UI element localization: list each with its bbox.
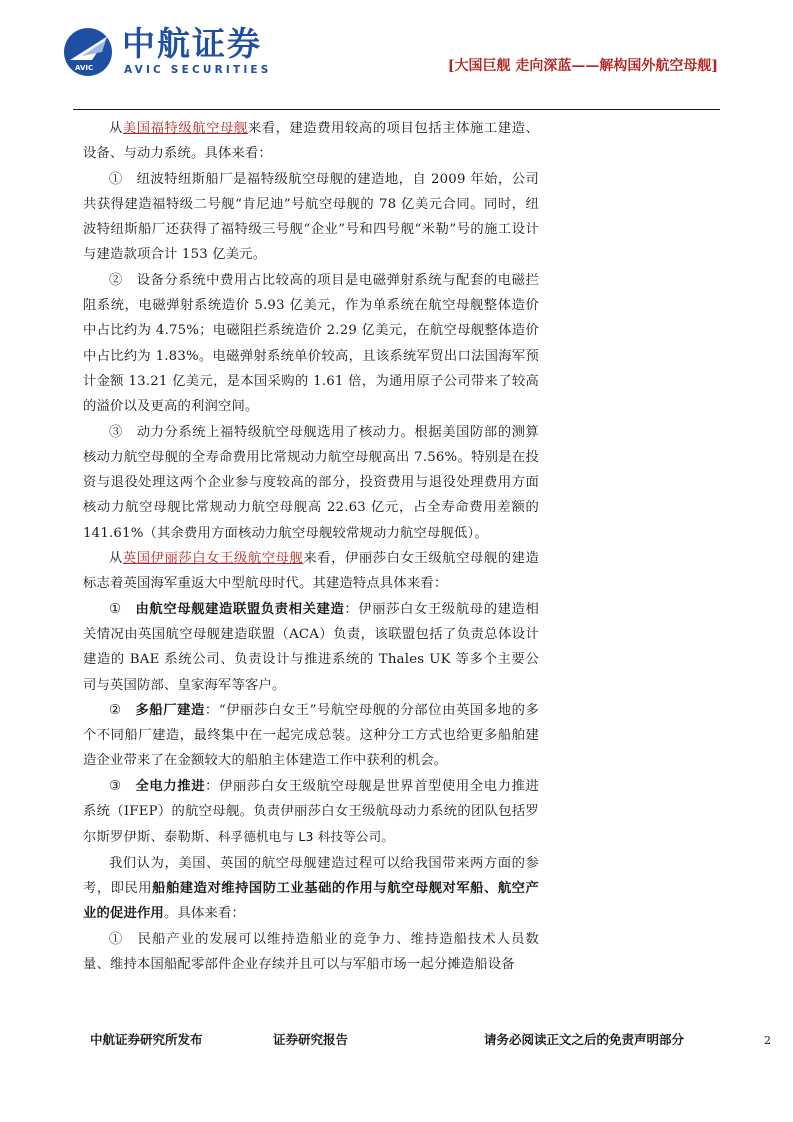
logo-chinese-name: 中航证券 — [122, 24, 262, 63]
logo-badge-text: AVIC — [75, 64, 94, 72]
paragraph-equipment-systems: ② 设备分系统中费用占比较高的项目是电磁弹射系统与配套的电磁拦阻系统，电磁弹射系统造价 5.93 亿美元，作为单系统在航空母舰整体造价中占比约为 4.75%；电磁阻拦系统造价 2.29 亿美元，在航空母舰整体造价中占比约为 1.83%。电磁弹射系统单价较高，且该系统军贸出口法国海军预计金额 13.21 亿美元，是本国采购的 1.61 倍，为通用原子公司带来了较高的溢价以及更高的利润空间。 — [83, 272, 539, 415]
item-heading: 多船厂建造 — [135, 702, 205, 718]
text-segment: 我们认为，美国、英国的航空母舰建造过程可以给我国带来两方面的参考，即民用 — [83, 855, 539, 896]
text-segment: 来看，建造费用较高的项目包括主体施工建造、设备、与动力系统。具体来看： — [83, 121, 539, 162]
report-title-tag: [大国巨舰 走向深蓝——解构国外航空母舰] — [447, 58, 718, 74]
avic-logo-icon — [62, 26, 114, 78]
paragraph-our-view — [83, 851, 539, 927]
page-number: 2 — [764, 1034, 771, 1047]
paragraph-electric-propulsion — [83, 774, 539, 851]
paragraph-us-intro — [83, 116, 539, 167]
paragraph-uk-intro — [83, 546, 539, 597]
text-segment: ：伊丽莎白女王级航母的建造相关情况由英国航空母舰建造联盟（ACA）负责，该联盟包括了负责总体设计建造的 BAE 系统公司、负责设计与推进系统的 Thales UK 等多个主要公司与英国防部、皇家海军等客户。 — [83, 601, 539, 693]
text-segment: 从 — [109, 551, 123, 567]
text-segment: ：伊丽莎白女王级航空母舰是世界首型使用全电力推进系统（IFEP）的航空母舰。负责伊丽莎白女王级航母动力系统的团队包括罗尔斯罗伊斯、泰勒斯、 — [83, 778, 539, 846]
text-segment: 来看，伊丽莎白女王级航空母舰的建造标志着英国海军重返大中型航母时代。其建造特点具体来看： — [83, 551, 539, 592]
item-number: ③ — [109, 778, 136, 794]
logo-english-name: AVIC SECURITIES — [124, 64, 272, 76]
emphasis-text: 船舶建造对维持国防工业基础的作用与航空母舰对军船、航空产业的促进作用 — [83, 880, 539, 922]
footer-publisher: 中航证券研究所发布 — [90, 1032, 203, 1047]
text-segment: 从 — [109, 121, 123, 136]
paragraph-newport-news: ① 纽波特纽斯船厂是福特级航空母舰的建造地，自 2009 年始，公司共获得建造福特级二号舰“肯尼迪”号航空母舰的 78 亿美元合同。同时，纽波特纽斯船厂还获得了福特级三号舰“企业”号和四号舰“米勒”号的施工设计与建造款项合计 153 亿美元。 — [83, 171, 539, 263]
paragraph-multi-shipyard — [83, 698, 539, 774]
header-divider — [73, 109, 720, 110]
item-heading: 由航空母舰建造联盟负责相关建造 — [135, 601, 345, 617]
text-segment: ：“伊丽莎白女王”号航空母舰的分部位由英国多地的多个不同船厂建造，最终集中在一起完成总装。这种分工方式也给更多船舶建造企业带来了在金额较大的船舶主体建造工作中获利的机会。 — [83, 702, 539, 769]
footer-report-type: 证券研究报告 — [273, 1032, 349, 1047]
main-content — [83, 116, 539, 977]
text-segment: 科孚德机电与 L3 科技等公司。 — [217, 829, 395, 845]
ford-class-link[interactable]: 美国福特级航空母舰 — [122, 121, 248, 136]
queen-elizabeth-class-link[interactable]: 英国伊丽莎白女王级航空母舰 — [122, 551, 304, 567]
item-number: ① — [109, 601, 136, 617]
paragraph-power-systems: ③ 动力分系统上福特级航空母舰选用了核动力。根据美国防部的测算核动力航空母舰的全寿命费用比常规动力航空母舰高出 7.56%。特别是在投资与退役处理这两个企业参与度较高的部分，投资费用与退役处理费用方面核动力航空母舰比常规动力航空母舰高 22.63 亿元，占全寿命费用差额的 141.61%（其余费用方面核动力航空母舰较常规动力航空母舰低）。 — [83, 424, 539, 541]
company-logo — [62, 24, 292, 80]
paragraph-aca-alliance — [83, 597, 539, 698]
item-number: ② — [109, 702, 136, 718]
footer-disclaimer: 请务必阅读正文之后的免责声明部分 — [484, 1032, 685, 1047]
paragraph-civil-shipbuilding: ① 民船产业的发展可以维持造船业的竞争力、维持造船技术人员数量、维持本国船配零部件企业存续并且可以与军船市场一起分摊造船设备 — [83, 931, 539, 972]
text-segment: 。具体来看： — [163, 906, 245, 922]
item-heading: 全电力推进 — [135, 778, 206, 794]
